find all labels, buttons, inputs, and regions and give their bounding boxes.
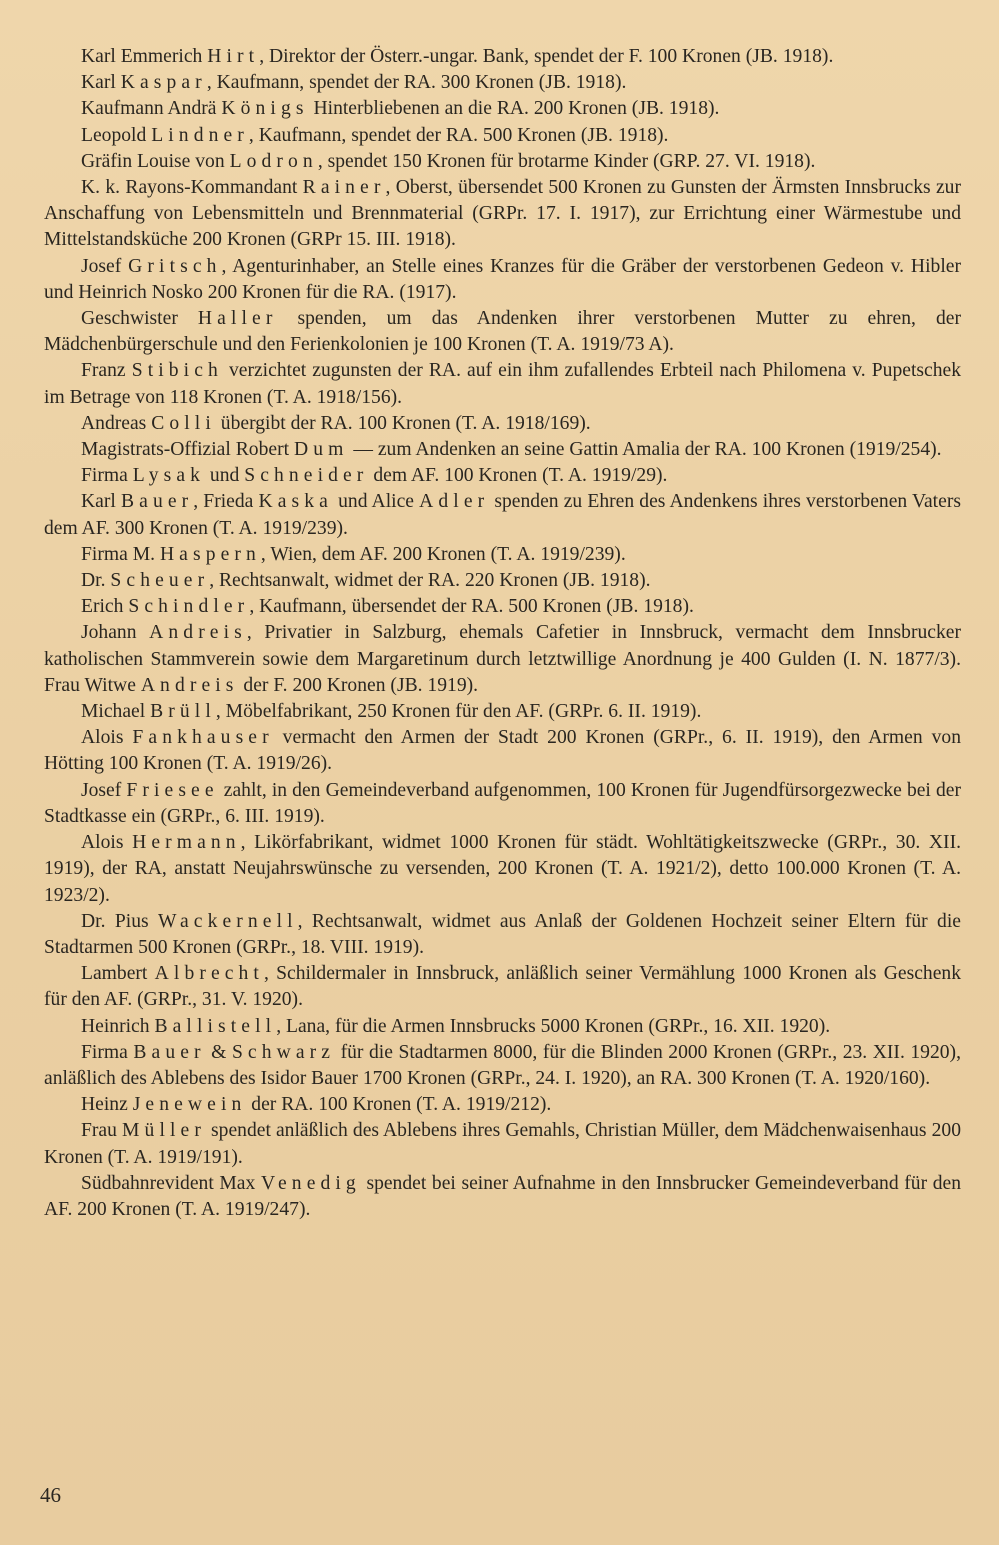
donor-surname: Scheuer: [110, 570, 210, 592]
entry-text: , Lana, für die Armen Innsbrucks 5000 Kronen (GRPr., 16. XII. 1920).: [276, 1015, 831, 1037]
donor-name: Josef: [81, 779, 122, 801]
donor-surname: Hermann: [132, 832, 241, 854]
donor-name: Magistrats-Offizial Robert: [81, 439, 290, 461]
entry-text: spendet bei seiner Aufnahme in den Innsbrucker Gemeindeverband für den AF. 200 Kronen (T. A. 1919/247).: [44, 1172, 962, 1220]
donor-name: Firma: [81, 1041, 128, 1063]
list-item: [44, 463, 961, 489]
donor-name: Heinz: [81, 1094, 128, 1116]
entry-text: , Möbelfabrikant, 250 Kronen für den AF. (GRPr. 6. II. 1919).: [215, 701, 702, 723]
list-item: [44, 1014, 961, 1040]
donor-surname: Haspern: [159, 543, 261, 565]
donor-name: Karl Emmerich: [81, 46, 203, 67]
list-item: [44, 149, 961, 175]
donor-name: Lambert: [81, 963, 148, 985]
entry-text: , Kaufmann, spendet der RA. 500 Kronen (JB. 1918).: [248, 124, 669, 146]
entry-text-2: der F. 200 Kronen (JB. 1919).: [238, 674, 479, 696]
list-item: [44, 306, 961, 358]
donor-surname: Fankhauser: [132, 727, 274, 749]
donor-surname: Königs: [221, 98, 309, 120]
donor-name: Dr. Pius: [81, 910, 149, 932]
entry-text: vermacht den Armen der Stadt 200 Kronen (GRPr., 6. II. 1919), den Armen von Hötting 100 Kronen (T. A. 1919/26).: [44, 727, 961, 775]
entry-text: zahlt, in den Gemeindeverband aufgenommen, 100 Kronen für Jugendfürsorgezwecke bei der Stadtkasse ein (GRPr., 6. III. 1919).: [44, 779, 961, 827]
donor-surname: Bauer: [120, 491, 194, 513]
donor-surname: Gritsch: [128, 255, 222, 277]
list-item: [44, 1092, 961, 1118]
donor-name: K. k. Rayons-Kommandant: [81, 177, 298, 199]
list-item: [44, 96, 961, 122]
entry-text: &: [205, 1041, 232, 1063]
donor-name: Michael: [81, 701, 146, 723]
entry-text: verzichtet zugunsten der RA. auf ein ihm zufallendes Erbteil nach Philomena v. Pupetschek im Betrage von 118 Kronen (T. A. 1918/156).: [44, 360, 961, 408]
donor-name: Alois: [81, 727, 124, 749]
donor-name: Firma: [81, 465, 128, 487]
entry-text: , Agenturinhaber, an Stelle eines Kranzes für die Gräber der verstorbenen Gedeon v. Hibler und Heinrich Nosko 200 Kronen für die RA. (1917).: [44, 255, 961, 303]
donor-name: Heinrich: [81, 1015, 150, 1037]
donor-name: Josef: [81, 255, 122, 277]
donor-surname-2: Schneider: [244, 465, 369, 487]
donor-surname: Haller: [197, 308, 278, 330]
donor-surname-2: Kaska: [258, 491, 333, 513]
donor-name: Karl: [81, 491, 116, 513]
donor-name: Firma M.: [81, 543, 156, 565]
list-item: [44, 620, 961, 699]
donor-surname: Lindner: [151, 124, 249, 146]
donor-surname: Friesee: [126, 779, 219, 801]
donor-name: Südbahnrevident Max: [81, 1172, 256, 1194]
list-item: [44, 70, 961, 96]
entry-text: , Likörfabrikant, widmet 1000 Kronen für städt. Wohltätigkeitszwecke (GRPr., 30. XII. 1919), der RA, anstatt Neujahrswünsche zu versenden, 200 Kronen (T. A. 1921/2), detto 100.000 Kronen (T. A. 1923/2).: [44, 832, 961, 906]
donor-surname: Venedig: [260, 1172, 361, 1194]
list-item: [44, 1171, 961, 1223]
donor-surname: Andreis: [149, 622, 247, 644]
donor-surname-2: Schwarz: [231, 1041, 336, 1063]
entry-text: spendet anläßlich des Ablebens ihres Gemahls, Christian Müller, dem Mädchenwaisenhaus 200 Kronen (T. A. 1919/191).: [44, 1120, 961, 1168]
list-item: [44, 1118, 961, 1170]
entry-text: , Rechtsanwalt, widmet der RA. 220 Kronen (JB. 1918).: [209, 570, 651, 592]
list-item: [44, 830, 961, 909]
entry-text: , Privatier in Salzburg, ehemals Cafetier in Innsbruck, vermacht dem Innsbrucker katholischen Stammverein sowie dem Margaretinum durch letztwillige Anordnung je 400 Gulden (I. N. 1877/3). Frau Witwe: [44, 622, 961, 696]
entry-text-3: spenden zu Ehren des Andenkens ihres verstorbenen Vaters dem AF. 300 Kronen (T. A. 1919/239).: [44, 491, 961, 539]
list-item: [44, 1040, 961, 1092]
entry-text: übergibt der RA. 100 Kronen (T. A. 1918/169).: [215, 412, 591, 434]
donor-name: Johann: [81, 622, 137, 644]
donor-surname: Colli: [151, 412, 216, 434]
entry-text: — zum Andenken an seine Gattin Amalia der RA. 100 Kronen (1919/254).: [348, 439, 942, 461]
donor-surname: Schindler: [128, 596, 250, 618]
entry-text: , Kaufmann, übersendet der RA. 500 Kronen (JB. 1918).: [249, 596, 694, 618]
donor-surname: Dum: [293, 439, 349, 461]
list-item: [44, 725, 961, 777]
donor-name: Leopold: [81, 124, 147, 146]
list-item: [44, 411, 961, 437]
list-item: [44, 123, 961, 149]
entry-text: , Schildermaler in Innsbruck, anläßlich seiner Vermählung 1000 Kronen als Geschenk für den AF. (GRPr., 31. V. 1920).: [44, 963, 961, 1011]
donor-surname: Kaspar: [120, 72, 207, 94]
entry-text-2: und Alice: [332, 491, 420, 513]
entry-text: Hinterbliebenen an die RA. 200 Kronen (JB. 1918).: [308, 98, 720, 120]
list-item: [44, 909, 961, 961]
donor-surname: Stibich: [131, 360, 223, 382]
list-item: [44, 961, 961, 1013]
entry-text: und: [205, 465, 245, 487]
donor-surname: Rainer: [302, 177, 386, 199]
donor-surname: Lodron: [229, 150, 318, 172]
list-item: [44, 175, 961, 254]
donor-surname-3: Adler: [419, 491, 490, 513]
donor-surname-2: Andreis: [140, 674, 239, 696]
entry-text: , Rechtsanwalt, widmet aus Anlaß der Goldenen Hochzeit seiner Eltern für die Stadtarmen 500 Kronen (GRPr., 18. VIII. 1919).: [44, 910, 961, 958]
donor-surname: Wackernell: [157, 910, 298, 932]
donor-name: Erich: [81, 596, 124, 618]
entry-text: , Oberst, übersendet 500 Kronen zu Gunsten der Ärmsten Innsbrucks zur Anschaffung von Lebensmitteln und Brennmaterial (GRPr. 17. I. 1917), zur Errichtung einer Wärmestube und Mittelstandsküche 200 Kronen (GRPr 15. III. 1918).: [44, 177, 961, 251]
entry-text: , Kaufmann, spendet der RA. 300 Kronen (JB. 1918).: [206, 72, 627, 94]
entry-text-2: dem AF. 100 Kronen (T. A. 1919/29).: [368, 465, 668, 487]
donor-name: Kaufmann Andrä: [81, 98, 217, 120]
donor-surname: Jenewein: [132, 1094, 247, 1116]
donor-surname: Albrecht: [154, 963, 264, 985]
donation-list: [44, 44, 961, 1223]
donor-surname: Bauer: [133, 1041, 206, 1063]
entry-text: , spendet 150 Kronen für brotarme Kinder (GRP. 27. VI. 1918).: [317, 150, 816, 172]
list-item: [44, 778, 961, 830]
list-item: [44, 489, 961, 541]
entry-text: , Wien, dem AF. 200 Kronen (T. A. 1919/239).: [260, 543, 626, 565]
donor-surname: Müller: [122, 1120, 206, 1142]
entry-text: der RA. 100 Kronen (T. A. 1919/212).: [246, 1094, 552, 1116]
list-item: [44, 254, 961, 306]
entry-text: spenden, um das Andenken ihrer verstorbenen Mutter zu ehren, der Mädchenbürgerschule und den Ferienkolonien je 100 Kronen (T. A. 1919/73 A).: [44, 308, 961, 356]
entry-text: , Frieda: [193, 491, 259, 513]
donor-surname: Brüll: [150, 701, 216, 723]
list-item: [44, 44, 961, 70]
donor-name: Andreas: [81, 412, 147, 434]
list-item: [44, 542, 961, 568]
donor-surname: Hirt: [207, 46, 260, 67]
donor-name: Dr.: [81, 570, 106, 592]
donor-name: Frau: [81, 1120, 117, 1142]
list-item: [44, 699, 961, 725]
list-item: [44, 594, 961, 620]
donor-name: Geschwister: [81, 308, 178, 330]
list-item: [44, 437, 961, 463]
donor-surname: Lysak: [132, 465, 206, 487]
page-number: 46: [40, 1483, 61, 1507]
list-item: [44, 358, 961, 410]
donor-name: Gräfin Louise von: [81, 150, 225, 172]
donor-name: Karl: [81, 72, 116, 94]
donor-name: Franz: [81, 360, 126, 382]
donor-surname: Ballistell: [154, 1015, 277, 1037]
entry-text: , Direktor der Österr.-ungar. Bank, spendet der F. 100 Kronen (JB. 1918).: [259, 46, 834, 67]
list-item: [44, 568, 961, 594]
entry-text-2: für die Stadtarmen 8000, für die Blinden 2000 Kronen (GRPr., 23. XII. 1920), anläßlich des Ablebens des Isidor Bauer 1700 Kronen (GRPr., 24. I. 1920), an RA. 300 Kronen (T. A. 1920/160).: [44, 1041, 961, 1089]
donor-name: Alois: [81, 832, 124, 854]
